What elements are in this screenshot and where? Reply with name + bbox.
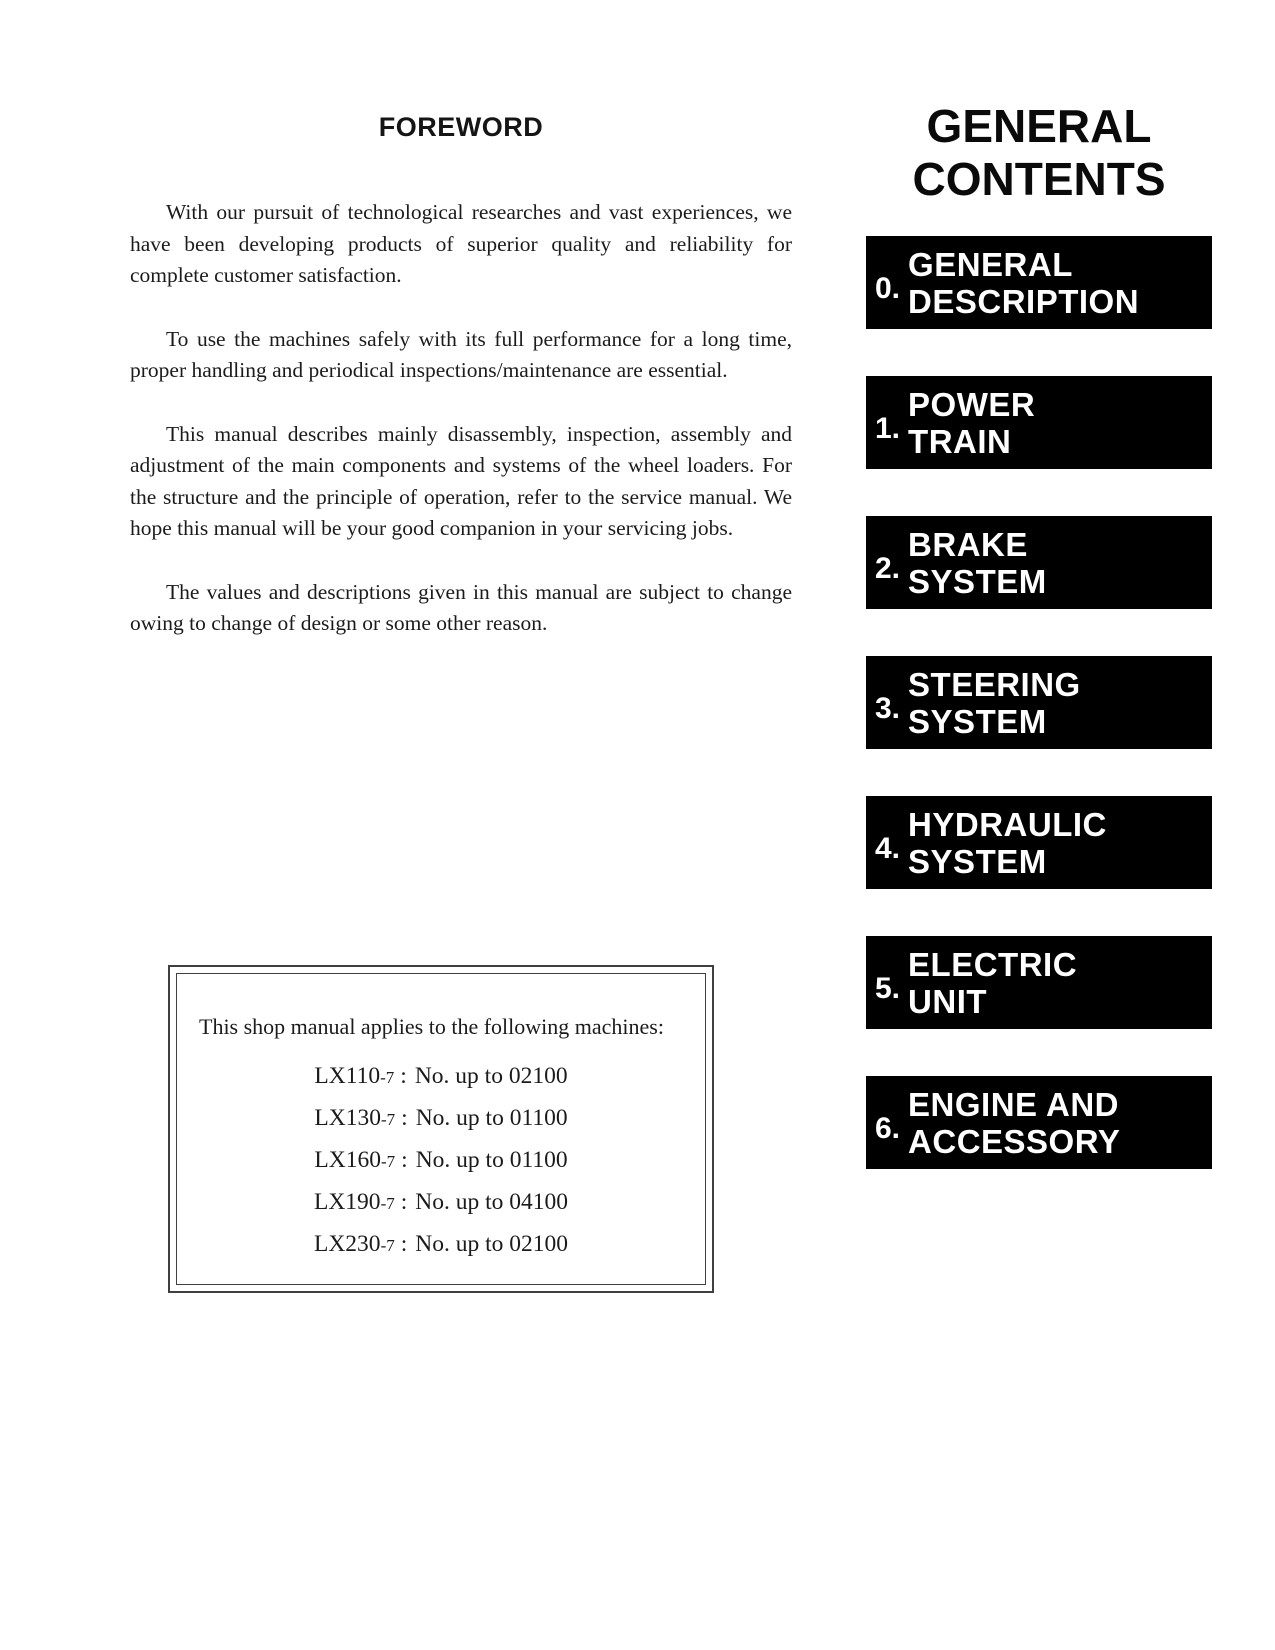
- section-block-electric-unit: [866, 936, 1212, 1029]
- section-number: 6.: [875, 1111, 901, 1145]
- machine-variant: -7: [380, 1152, 396, 1171]
- section-number: 0.: [875, 271, 901, 305]
- section-label-line2: ACCESSORY: [908, 1122, 1121, 1160]
- separator: :: [401, 1105, 408, 1131]
- machine-row-lx110: [197, 1056, 685, 1098]
- machine-variant: -7: [380, 1110, 396, 1129]
- section-label-line2: SYSTEM: [908, 702, 1047, 740]
- section-block-power-train: [866, 376, 1212, 469]
- section-label-line1: POWER: [908, 385, 1036, 423]
- section-block-engine-and-accessory: [866, 1076, 1212, 1169]
- section-label: [908, 386, 1035, 460]
- section-label-line1: ELECTRIC: [908, 945, 1078, 983]
- machine-serial: No. up to 01100: [415, 1147, 568, 1173]
- foreword-paragraphs: [130, 197, 792, 640]
- foreword-section: [130, 112, 792, 672]
- separator: :: [400, 1231, 408, 1257]
- machine-row-lx130: [197, 1098, 685, 1140]
- paragraph-1: With our pursuit of technological researches and vast experiences, we have been developing products of superior quality and reliability for complete customer satisfaction.: [130, 200, 792, 287]
- machine-applicability-box: [168, 965, 714, 1293]
- section-label-line1: HYDRAULIC: [908, 805, 1107, 843]
- separator: :: [400, 1063, 407, 1089]
- contents-title: [866, 100, 1212, 206]
- section-label-line2: TRAIN: [908, 422, 1012, 460]
- machine-row-lx190: [197, 1182, 685, 1224]
- machine-serial: No. up to 02100: [414, 1063, 568, 1089]
- contents-title-line1: GENERAL: [926, 100, 1152, 152]
- section-label-line1: ENGINE AND: [908, 1085, 1119, 1123]
- paragraph-4: The values and descriptions given in this manual are subject to change owing to change of design or some other reason.: [130, 579, 792, 635]
- section-label-line2: SYSTEM: [908, 842, 1047, 880]
- machine-model: LX230: [313, 1231, 381, 1257]
- section-label-line2: UNIT: [908, 982, 988, 1020]
- section-block-brake-system: [866, 516, 1212, 609]
- machine-list: [197, 1056, 685, 1266]
- machine-serial: No. up to 04100: [415, 1189, 569, 1215]
- machine-variant: -7: [380, 1068, 395, 1087]
- general-contents: [866, 100, 1212, 1216]
- machine-serial: No. up to 02100: [415, 1231, 569, 1257]
- section-label: [908, 946, 1077, 1020]
- section-block-hydraulic-system: [866, 796, 1212, 889]
- section-label-line1: STEERING: [908, 665, 1081, 703]
- section-label-line2: DESCRIPTION: [908, 282, 1140, 320]
- section-label: [908, 246, 1139, 320]
- section-block-general-description: [866, 236, 1212, 329]
- section-number: 3.: [875, 691, 901, 725]
- section-label: [908, 666, 1081, 740]
- section-label: [908, 1086, 1120, 1160]
- section-number: 4.: [875, 831, 901, 865]
- section-label-line1: GENERAL: [908, 245, 1073, 283]
- section-label: [908, 526, 1047, 600]
- machine-model: LX190: [313, 1189, 381, 1215]
- section-label-line2: SYSTEM: [908, 562, 1047, 600]
- machine-box-intro: This shop manual applies to the following machines:: [199, 1014, 664, 1039]
- section-label-line1: BRAKE: [908, 525, 1028, 563]
- foreword-title: FOREWORD: [378, 112, 544, 142]
- machine-model: LX130: [314, 1105, 381, 1131]
- section-number: 2.: [875, 551, 901, 585]
- machine-model: LX110: [314, 1063, 381, 1089]
- section-label: [908, 806, 1107, 880]
- paragraph-3: This manual describes mainly disassembly, inspection, assembly and adjustment of the main components and systems of the wheel loaders. For the structure and the principle of operation, refer to the service manual. We hope this manual will be your good companion in your servicing jobs.: [130, 421, 792, 540]
- section-block-steering-system: [866, 656, 1212, 749]
- machine-variant: -7: [380, 1194, 395, 1213]
- machine-box-inner-border: [176, 973, 706, 1285]
- machine-row-lx160: [197, 1140, 685, 1182]
- section-number: 5.: [875, 971, 901, 1005]
- machine-row-lx230: [197, 1224, 685, 1266]
- machine-model: LX160: [314, 1147, 381, 1173]
- separator: :: [401, 1147, 408, 1173]
- machine-serial: No. up to 01100: [415, 1105, 568, 1131]
- separator: :: [400, 1189, 408, 1215]
- section-number: 1.: [875, 411, 901, 445]
- machine-variant: -7: [380, 1236, 395, 1255]
- contents-title-line2: CONTENTS: [912, 153, 1166, 205]
- paragraph-2: To use the machines safely with its full performance for a long time, proper handling and periodical inspections/maintenance are essential.: [130, 326, 792, 382]
